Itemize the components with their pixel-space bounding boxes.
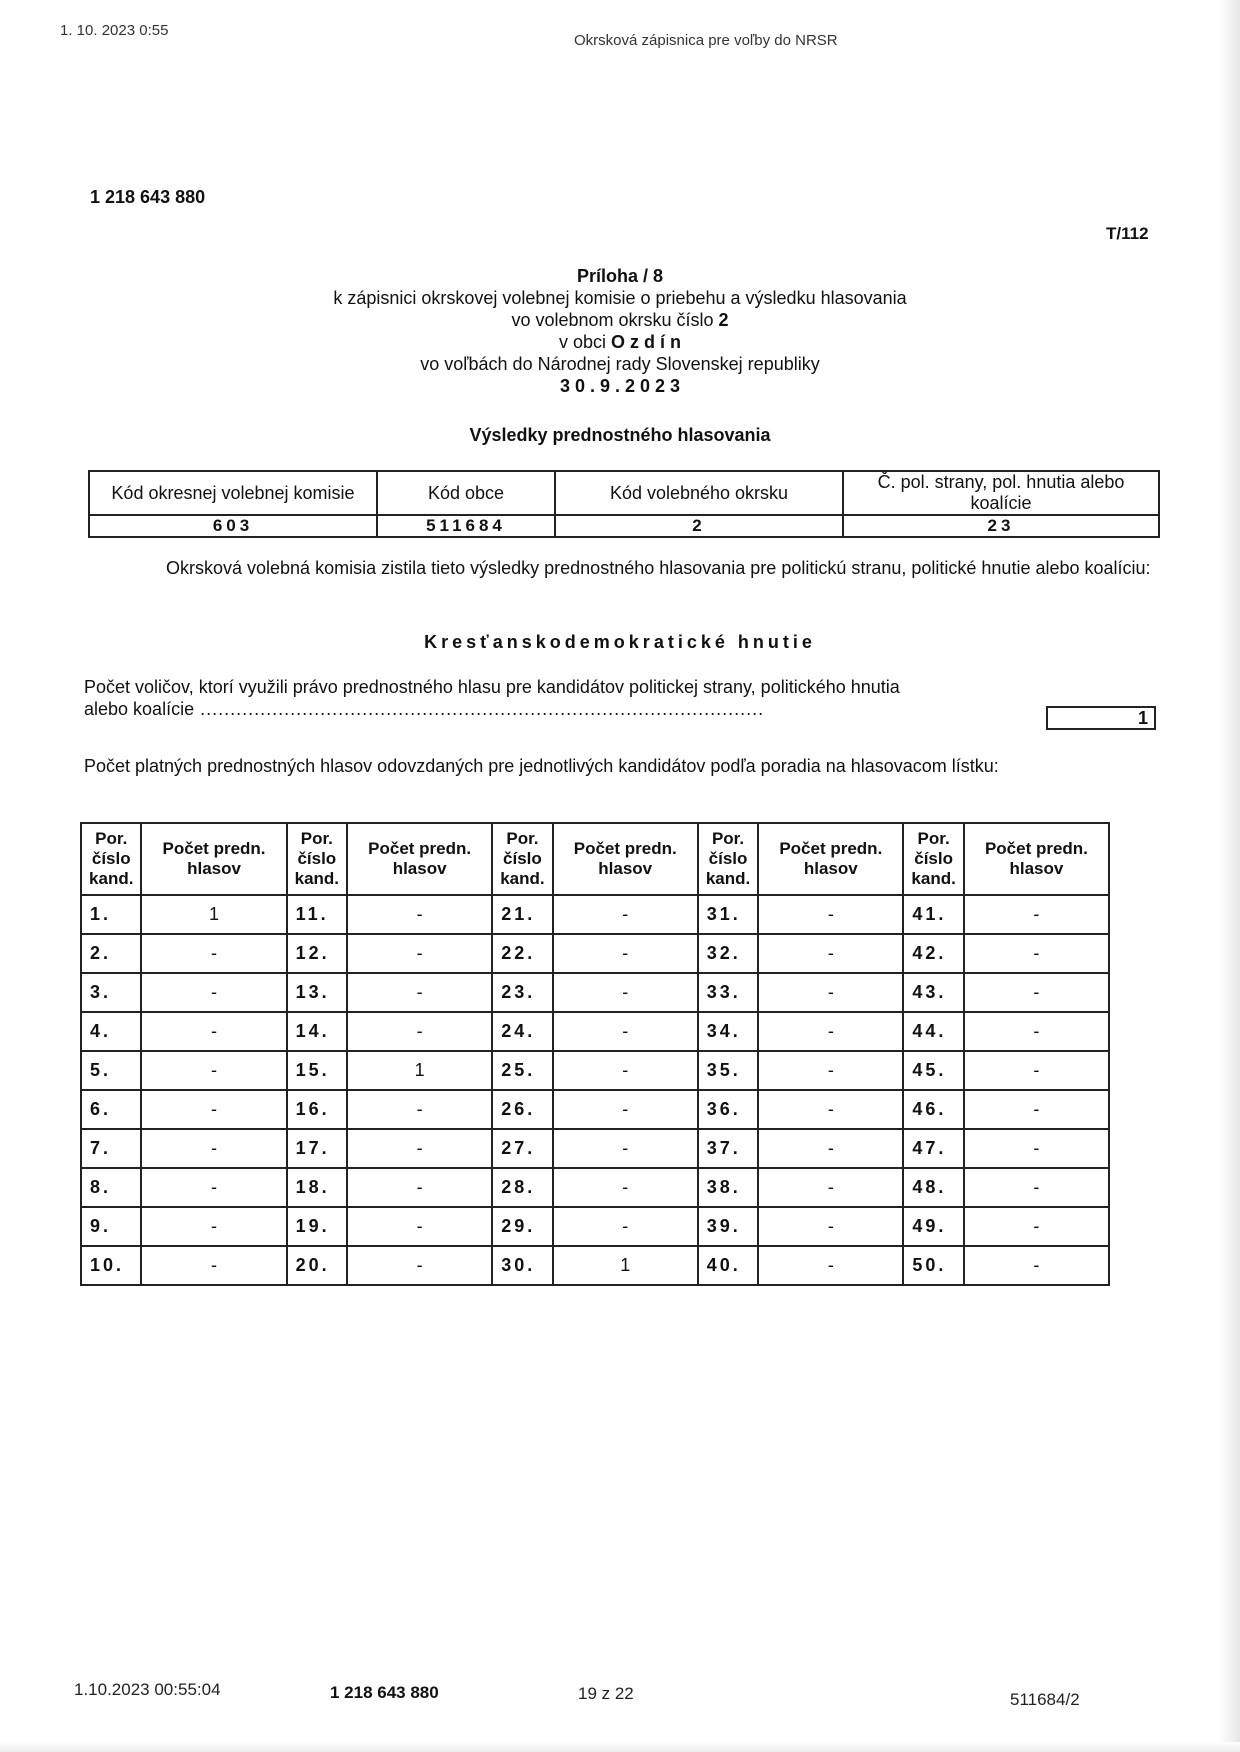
header-candidate-number: Por. číslo kand. <box>287 823 347 895</box>
candidate-number: 13. <box>287 973 347 1012</box>
preferential-votes: - <box>964 1129 1109 1168</box>
candidate-number: 36. <box>698 1090 758 1129</box>
candidate-number: 45. <box>903 1051 963 1090</box>
preferential-votes: - <box>553 1129 698 1168</box>
annex-subtitle: k zápisnici okrskovej volebnej komisie o priebehu a výsledku hlasovania <box>333 288 907 308</box>
candidate-number: 17. <box>287 1129 347 1168</box>
candidate-number: 15. <box>287 1051 347 1090</box>
header-preferential-votes: Počet predn. hlasov <box>758 823 903 895</box>
table-row <box>81 1207 1109 1246</box>
candidate-number: 4. <box>81 1012 141 1051</box>
table-row <box>81 1168 1109 1207</box>
preferential-votes: - <box>141 1090 286 1129</box>
codes-table <box>88 470 1160 538</box>
candidate-number: 35. <box>698 1051 758 1090</box>
candidate-number: 25. <box>492 1051 552 1090</box>
table-row <box>81 1129 1109 1168</box>
candidate-number: 47. <box>903 1129 963 1168</box>
candidate-number: 21. <box>492 895 552 934</box>
candidate-number: 27. <box>492 1129 552 1168</box>
district-number: 2 <box>718 310 729 330</box>
print-timestamp: 1. 10. 2023 0:55 <box>60 22 169 39</box>
header-district-commission-code: Kód okresnej volebnej komisie <box>89 471 377 515</box>
preferential-votes: - <box>141 1012 286 1051</box>
header-candidate-number: Por. číslo kand. <box>698 823 758 895</box>
candidate-number: 6. <box>81 1090 141 1129</box>
voters-text <box>84 676 984 720</box>
candidate-number: 42. <box>903 934 963 973</box>
preferential-votes: - <box>964 1207 1109 1246</box>
table-row <box>81 973 1109 1012</box>
preferential-votes: - <box>141 1246 286 1285</box>
candidate-number: 7. <box>81 1129 141 1168</box>
preferential-votes: - <box>758 934 903 973</box>
header-preferential-votes: Počet predn. hlasov <box>964 823 1109 895</box>
candidate-number: 26. <box>492 1090 552 1129</box>
candidate-number: 16. <box>287 1090 347 1129</box>
preferential-votes: - <box>347 934 492 973</box>
form-code: T/112 <box>1106 224 1149 243</box>
candidate-number: 34. <box>698 1012 758 1051</box>
preferential-votes: - <box>964 973 1109 1012</box>
scan-edge-shadow <box>1218 0 1240 1752</box>
preferential-votes: - <box>758 1246 903 1285</box>
candidate-number: 12. <box>287 934 347 973</box>
candidate-number: 1. <box>81 895 141 934</box>
preferential-votes: - <box>553 973 698 1012</box>
value-municipality-code: 511684 <box>377 515 555 537</box>
preferential-votes: - <box>347 1012 492 1051</box>
value-party-number: 23 <box>843 515 1159 537</box>
party-name: Kresťanskodemokratické hnutie <box>424 632 816 652</box>
candidate-number: 5. <box>81 1051 141 1090</box>
preferential-votes: - <box>141 1168 286 1207</box>
municipality-label: v obci <box>558 332 612 352</box>
table-row <box>81 1012 1109 1051</box>
header-preferential-votes: Počet predn. hlasov <box>141 823 286 895</box>
candidate-number: 29. <box>492 1207 552 1246</box>
preferential-votes: - <box>758 895 903 934</box>
document-title: Okrsková zápisnica pre voľby do NRSR <box>574 32 838 49</box>
district-label: vo volebnom okrsku číslo <box>511 310 719 330</box>
election-date: 3 0 . 9 . 2 0 2 3 <box>559 376 681 396</box>
preferential-votes: 1 <box>347 1051 492 1090</box>
preferential-votes: - <box>758 973 903 1012</box>
preferential-votes: - <box>553 895 698 934</box>
table-row <box>81 1246 1109 1285</box>
candidate-number: 3. <box>81 973 141 1012</box>
title-block <box>240 265 1000 397</box>
candidate-number: 37. <box>698 1129 758 1168</box>
candidate-number: 23. <box>492 973 552 1012</box>
preferential-votes: - <box>347 895 492 934</box>
header-party-number: Č. pol. strany, pol. hnutia alebo koalície <box>843 471 1159 515</box>
table-row <box>81 934 1109 973</box>
results-header-row <box>81 823 1109 895</box>
candidate-number: 39. <box>698 1207 758 1246</box>
candidate-number: 14. <box>287 1012 347 1051</box>
district-line <box>240 309 1000 331</box>
preferential-votes: - <box>553 1051 698 1090</box>
candidate-number: 18. <box>287 1168 347 1207</box>
candidate-number: 38. <box>698 1168 758 1207</box>
preferential-votes: - <box>553 1090 698 1129</box>
preferential-votes: - <box>964 1090 1109 1129</box>
preferential-votes: - <box>758 1012 903 1051</box>
preferential-votes: - <box>347 973 492 1012</box>
footer-barcode-number: 1 218 643 880 <box>330 1683 439 1702</box>
header-preferential-votes: Počet predn. hlasov <box>347 823 492 895</box>
preferential-votes: - <box>141 973 286 1012</box>
election-line: vo voľbách do Národnej rady Slovenskej republiky <box>420 354 820 374</box>
preferential-votes: - <box>347 1129 492 1168</box>
candidate-number: 19. <box>287 1207 347 1246</box>
preferential-votes: - <box>553 1168 698 1207</box>
voters-text-line2: alebo koalície .............................................................................................. <box>84 699 765 719</box>
voters-count-box: 1 <box>1046 706 1156 730</box>
intro-text: Okrsková volebná komisia zistila tieto výsledky prednostného hlasovania pre politickú stranu, politické hnutie alebo koalíciu: <box>166 558 1151 578</box>
table-row <box>81 1090 1109 1129</box>
valid-votes-text: Počet platných prednostných hlasov odovzdaných pre jednotlivých kandidátov podľa poradia na hlasovacom lístku: <box>84 756 999 776</box>
preferential-votes: - <box>347 1246 492 1285</box>
municipality-line <box>240 331 1000 353</box>
footer-datetime: 1.10.2023 00:55:04 <box>74 1680 221 1699</box>
table-row <box>81 895 1109 934</box>
preferential-votes: - <box>758 1090 903 1129</box>
candidate-number: 30. <box>492 1246 552 1285</box>
preferential-votes: - <box>964 1051 1109 1090</box>
candidate-number: 22. <box>492 934 552 973</box>
municipality-name: O z d í n <box>611 332 682 352</box>
preferential-votes: - <box>758 1207 903 1246</box>
candidate-number: 24. <box>492 1012 552 1051</box>
preferential-votes: - <box>758 1129 903 1168</box>
preferential-votes: - <box>141 1207 286 1246</box>
candidate-number: 32. <box>698 934 758 973</box>
header-candidate-number: Por. číslo kand. <box>81 823 141 895</box>
candidate-number: 50. <box>903 1246 963 1285</box>
header-precinct-code: Kód volebného okrsku <box>555 471 843 515</box>
preferential-votes: - <box>141 1129 286 1168</box>
header-municipality-code: Kód obce <box>377 471 555 515</box>
preferential-votes: - <box>964 934 1109 973</box>
preferential-votes: 1 <box>141 895 286 934</box>
preferential-votes: - <box>553 934 698 973</box>
candidate-number: 44. <box>903 1012 963 1051</box>
preferential-votes: - <box>964 895 1109 934</box>
header-preferential-votes: Počet predn. hlasov <box>553 823 698 895</box>
preferential-votes: - <box>347 1207 492 1246</box>
preferential-votes: - <box>553 1207 698 1246</box>
header-candidate-number: Por. číslo kand. <box>903 823 963 895</box>
section-title: Výsledky prednostného hlasovania <box>469 425 771 445</box>
preferential-votes: - <box>141 1051 286 1090</box>
candidate-number: 33. <box>698 973 758 1012</box>
footer-code: 511684/2 <box>1010 1690 1080 1709</box>
candidate-number: 9. <box>81 1207 141 1246</box>
candidate-number: 2. <box>81 934 141 973</box>
candidate-number: 48. <box>903 1168 963 1207</box>
candidate-number: 11. <box>287 895 347 934</box>
candidate-number: 10. <box>81 1246 141 1285</box>
preferential-votes: - <box>758 1168 903 1207</box>
voters-text-line2-label: alebo koalície <box>84 699 195 719</box>
candidate-number: 40. <box>698 1246 758 1285</box>
barcode-number: 1 218 643 880 <box>90 187 206 207</box>
preferential-votes: - <box>964 1246 1109 1285</box>
candidate-number: 28. <box>492 1168 552 1207</box>
value-precinct-code: 2 <box>555 515 843 537</box>
preferential-votes: - <box>141 934 286 973</box>
candidate-number: 41. <box>903 895 963 934</box>
results-table <box>80 822 1110 1286</box>
candidate-number: 46. <box>903 1090 963 1129</box>
page-number: 19 z 22 <box>578 1684 634 1703</box>
preferential-votes: - <box>964 1012 1109 1051</box>
preferential-votes: 1 <box>553 1246 698 1285</box>
candidate-number: 20. <box>287 1246 347 1285</box>
results-body <box>81 895 1109 1285</box>
candidate-number: 49. <box>903 1207 963 1246</box>
annex-title: Príloha / 8 <box>576 266 664 286</box>
header-candidate-number: Por. číslo kand. <box>492 823 552 895</box>
value-district-commission-code: 603 <box>89 515 377 537</box>
preferential-votes: - <box>964 1168 1109 1207</box>
preferential-votes: - <box>553 1012 698 1051</box>
preferential-votes: - <box>758 1051 903 1090</box>
preferential-votes: - <box>347 1168 492 1207</box>
candidate-number: 8. <box>81 1168 141 1207</box>
preferential-votes: - <box>347 1090 492 1129</box>
voters-text-line1: Počet voličov, ktorí využili právo prednostného hlasu pre kandidátov politickej strany, politického hnutia <box>84 677 900 697</box>
candidate-number: 43. <box>903 973 963 1012</box>
candidate-number: 31. <box>698 895 758 934</box>
table-row <box>81 1051 1109 1090</box>
scan-bottom-shadow <box>0 1742 1240 1752</box>
